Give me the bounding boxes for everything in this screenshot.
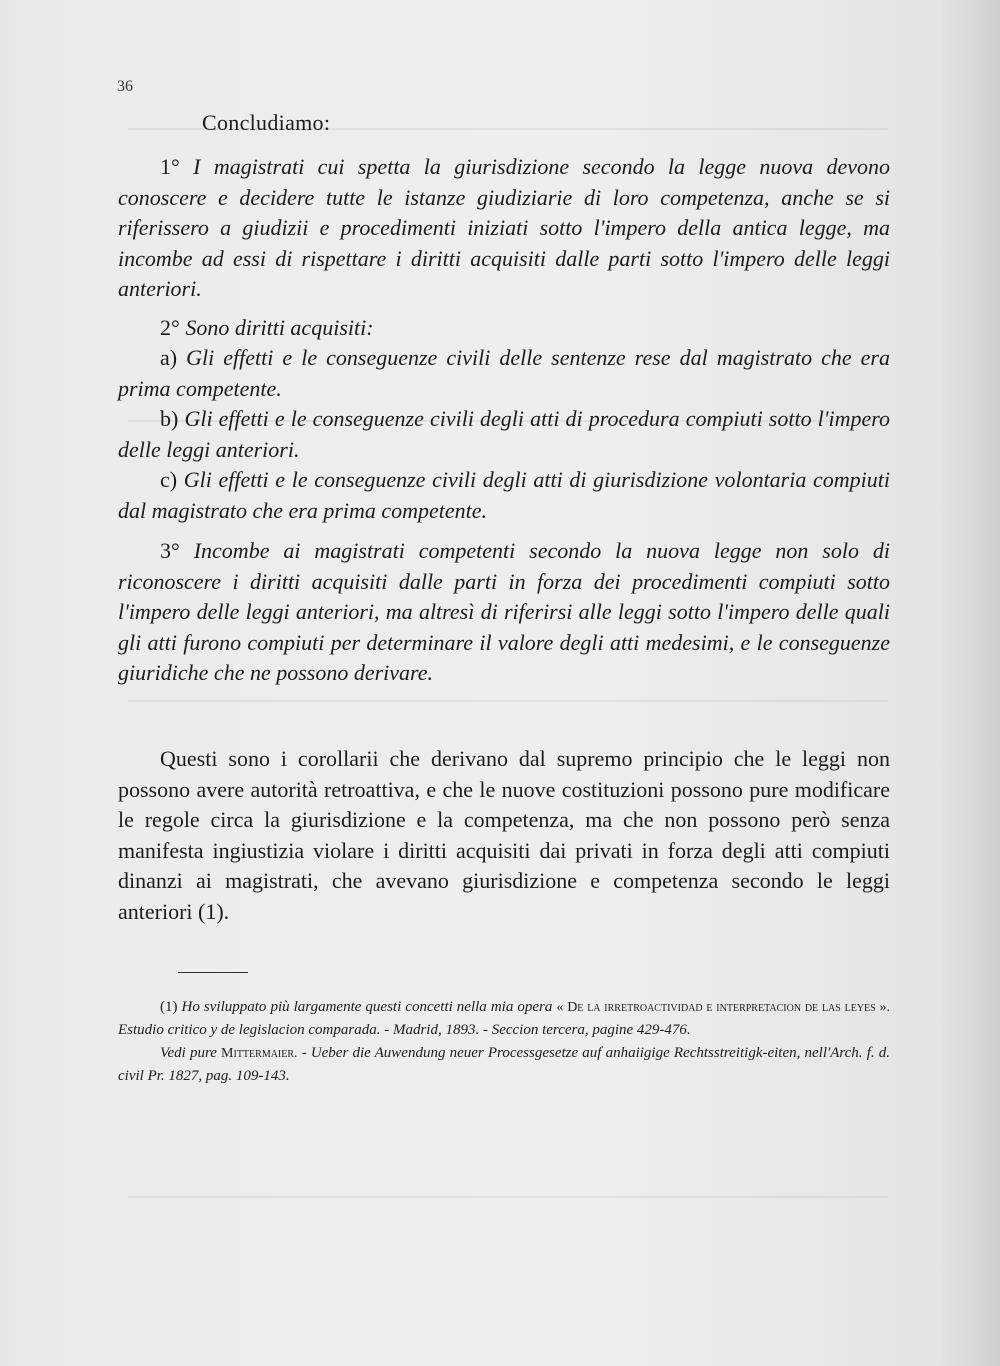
footnotes bbox=[118, 996, 890, 1088]
subrule-text: Gli effetti e le conseguenze civili degli atti di giurisdizione volontaria compiuti dal magistrato che era prima competente. bbox=[118, 467, 891, 523]
footnote-author: Mittermaier. bbox=[221, 1046, 298, 1061]
footnote-citation: Estudio critico y de legislacion comparada. - Madrid, 1893. - Seccion tercera, pagine 429-476. bbox=[118, 1022, 691, 1038]
footnote-intro: Ho sviluppato più largamente questi concetti nella mia opera bbox=[181, 999, 553, 1015]
paragraph-text: Questi sono i corollarii che derivano dal supremo principio che le leggi non possono avere autorità retroattiva, e che le nuove costituzioni possono pure modificare le regole circa la giurisdizione e la competenza, ma che non possono però senza manifesta ingiustizia violare i diritti acquisiti dai privati in forza degli atti compiuti dinanzi ai magistrati, che avevano giurisdizione e competenza secondo le leggi anteriori (1). bbox=[118, 746, 890, 924]
rule-text: Incombe ai magistrati competenti secondo la nuova legge non solo di riconoscere i diritti acquisiti dalle parti in forza dei procedimenti compiuti sotto l'impero delle leggi anteriori, ma altresì di riferirsi alle leggi sotto l'impero delle quali gli atti furono compiuti per determinare il valore degli atti medesimi, e le conseguenze giuridiche che ne possono derivare. bbox=[118, 538, 890, 685]
rule-1 bbox=[118, 152, 890, 305]
subrule-text: Gli effetti e le conseguenze civili degli atti di procedura compiuti sotto l'impero delle leggi anteriori. bbox=[118, 406, 891, 462]
section-heading: Concludiamo: bbox=[202, 110, 331, 135]
rule-number: 3° bbox=[160, 538, 180, 563]
conclusions-list bbox=[118, 152, 890, 689]
rule-2b bbox=[118, 404, 890, 465]
page-number: 36 bbox=[117, 78, 133, 95]
rule-text: Sono diritti acquisiti: bbox=[185, 314, 374, 340]
footnote-prefix: Vedi pure bbox=[160, 1045, 217, 1061]
footnote-divider bbox=[178, 972, 248, 973]
subrule-letter: b) bbox=[160, 406, 179, 431]
rule-number: 1° bbox=[160, 154, 180, 179]
footnote-1 bbox=[118, 996, 890, 1042]
footnote-citation: - Ueber die Auwendung neuer Processgesetze auf anhaiigige Rechtsstreitigk-eiten, nell'Arch. f. d. civil Pr. 1827, pag. 109-143. bbox=[118, 1045, 891, 1084]
rule-2a bbox=[118, 343, 890, 404]
rule-2 bbox=[118, 313, 890, 344]
footnote-marker: (1) bbox=[160, 999, 178, 1015]
bleed-through bbox=[128, 1196, 888, 1198]
bleed-through bbox=[128, 700, 888, 702]
subrule-text: Gli effetti e le conseguenze civili delle sentenze rese dal magistrato che era prima competente. bbox=[118, 345, 890, 401]
rule-text: I magistrati cui spetta la giurisdizione secondo la legge nuova devono conoscere e decidere tutte le istanze giudiziarie di loro competenza, anche se si riferissero a giudizii e procedimenti iniziati sotto l'impero della antica legge, ma incombe ad essi di rispettare i diritti acquisiti dalle parti sotto l'impero delle leggi anteriori. bbox=[118, 154, 891, 301]
footnote-2 bbox=[118, 1042, 890, 1088]
rule-number: 2° bbox=[160, 314, 180, 340]
body-paragraph bbox=[118, 744, 890, 927]
rule-3 bbox=[118, 536, 890, 689]
subrule-letter: a) bbox=[160, 345, 178, 370]
subrule-letter: c) bbox=[160, 467, 178, 492]
footnote-book-title: « De la irretroactividad e interpretacion de las leyes ». bbox=[556, 1000, 891, 1015]
rule-2c bbox=[118, 465, 890, 526]
